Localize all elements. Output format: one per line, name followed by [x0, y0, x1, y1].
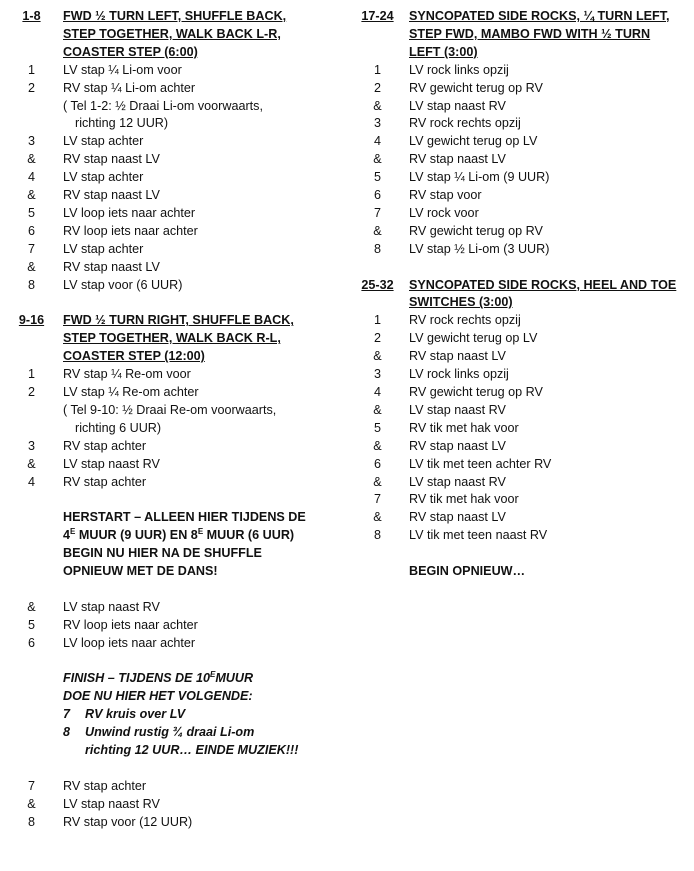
- step-text: RV tik met hak voor: [409, 420, 519, 435]
- step-row: [0, 80, 340, 98]
- step-row: [0, 223, 340, 241]
- step-count: &: [27, 259, 36, 274]
- step-list: [0, 62, 340, 98]
- section-1-8: [0, 8, 340, 295]
- step-row: [346, 62, 686, 80]
- step-text: LV tik met teen naast RV: [409, 528, 548, 543]
- step-count: 5: [27, 617, 35, 632]
- step-row: [346, 98, 686, 116]
- step-text: RV stap naast LV: [409, 349, 506, 364]
- restart-note: HERSTART – ALLEEN HIER TIJDENS DE $4^E$ MUUR (9 UUR) EN $8^E$ MUUR (6 UUR) BEGIN NU HIER NA DE SHUFFLE OPNIEUW MET DE DANS!: [63, 510, 306, 579]
- section-title-line: COASTER STEP (12:00): [63, 349, 205, 364]
- step-row: [346, 509, 686, 527]
- left-column: [0, 8, 340, 832]
- step-count: 4: [373, 385, 381, 400]
- step-count: &: [373, 349, 382, 364]
- step-count: &: [27, 796, 36, 811]
- step-text: RV stap naast LV: [63, 259, 160, 274]
- step-count: 5: [373, 170, 381, 185]
- step-row: [346, 527, 686, 545]
- step-row: [0, 456, 340, 474]
- step-text: RV stap achter: [63, 778, 147, 793]
- step-text: LV stap naast RV: [409, 402, 506, 417]
- step-count: 8: [373, 528, 381, 543]
- step-row: [0, 241, 340, 259]
- step-count: 5: [27, 205, 35, 220]
- step-text: LV stap voor (6 UUR): [63, 277, 183, 292]
- section-17-24: [346, 8, 686, 259]
- step-count: 2: [373, 80, 381, 95]
- step-count: 3: [27, 134, 35, 149]
- step-count: 3: [373, 367, 381, 382]
- step-count: &: [27, 599, 36, 614]
- step-text: RV gewicht terug op RV: [409, 385, 543, 400]
- step-text: RV loop iets naar achter: [63, 223, 198, 238]
- step-count: 1: [27, 367, 35, 382]
- section-title-line: SWITCHES (3:00): [409, 295, 513, 310]
- step-count: 2: [27, 80, 35, 95]
- section-count: 25-32: [361, 277, 394, 292]
- step-text: LV stap naast RV: [63, 456, 160, 471]
- note-line: ( Tel 1-2: ½ Draai Li-om voorwaarts,: [63, 98, 263, 113]
- step-row: [0, 814, 340, 832]
- note-line: ( Tel 9-10: ½ Draai Re-om voorwaarts,: [63, 402, 277, 417]
- step-text: LV loop iets naar achter: [63, 205, 196, 220]
- step-text: RV stap naast LV: [63, 188, 160, 203]
- step-text: RV rock rechts opzij: [409, 116, 521, 131]
- step-text: RV stap naast LV: [409, 438, 506, 453]
- step-row: [346, 384, 686, 402]
- step-count: 1: [373, 313, 381, 328]
- step-text: LV stap naast RV: [409, 474, 506, 489]
- step-count: 6: [373, 456, 381, 471]
- section-title-line: SYNCOPATED SIDE ROCKS, ¼ TURN LEFT,: [409, 9, 670, 23]
- step-text: RV rock rechts opzij: [409, 313, 521, 328]
- step-text: RV loop iets naar achter: [63, 617, 198, 632]
- step-text: RV stap voor: [409, 188, 482, 203]
- step-count: &: [27, 456, 36, 471]
- step-count: 4: [27, 170, 35, 185]
- section-9-16: [0, 312, 340, 491]
- step-text: LV gewicht terug op LV: [409, 331, 538, 346]
- step-row: [0, 617, 340, 635]
- step-text: LV stap naast RV: [409, 98, 506, 113]
- step-text: LV stap ½ Li-om (3 UUR): [409, 241, 550, 256]
- step-row: [0, 277, 340, 295]
- step-list: [346, 312, 686, 545]
- step-count: 3: [27, 438, 35, 453]
- right-column: [346, 8, 686, 581]
- step-row: [0, 635, 340, 653]
- step-count: 3: [373, 116, 381, 131]
- step-row: [346, 456, 686, 474]
- section-count: 17-24: [361, 9, 394, 23]
- step-row: [346, 151, 686, 169]
- step-row: [346, 491, 686, 509]
- step-text: RV stap naast LV: [409, 152, 506, 167]
- step-row: [346, 115, 686, 133]
- step-list: [346, 62, 686, 259]
- section-title-line: SYNCOPATED SIDE ROCKS, HEEL AND TOE: [409, 277, 677, 292]
- step-count: 6: [27, 635, 35, 650]
- step-count: &: [373, 223, 382, 238]
- begin-again-note: BEGIN OPNIEUW…: [409, 564, 526, 579]
- section-title-line: STEP TOGETHER, WALK BACK R-L,: [63, 331, 281, 346]
- section-header: [0, 312, 340, 330]
- step-text: RV stap ¼ Re-om voor: [63, 367, 191, 382]
- step-text: LV rock voor: [409, 205, 479, 220]
- step-text: RV stap naast LV: [409, 510, 506, 525]
- step-row: [0, 474, 340, 492]
- step-row: [0, 384, 340, 402]
- step-count: 8: [27, 277, 35, 292]
- step-list: [0, 599, 340, 653]
- step-row: [346, 420, 686, 438]
- step-count: 7: [27, 241, 35, 256]
- step-text: RV stap achter: [63, 438, 147, 453]
- section-count: 9-16: [18, 313, 45, 328]
- step-row: [346, 223, 686, 241]
- step-row: [0, 599, 340, 617]
- step-text: RV stap voor (12 UUR): [63, 814, 193, 829]
- step-row: [346, 474, 686, 492]
- step-text: LV rock links opzij: [409, 62, 509, 77]
- step-row: [0, 187, 340, 205]
- step-count: &: [373, 438, 382, 453]
- step-row: [346, 348, 686, 366]
- step-row: [346, 366, 686, 384]
- step-count: &: [27, 152, 36, 167]
- step-text: LV stap achter: [63, 170, 144, 185]
- step-count: 2: [373, 331, 381, 346]
- step-text: RV stap achter: [63, 474, 147, 489]
- step-row: [0, 205, 340, 223]
- section-title-line: STEP TOGETHER, WALK BACK L-R,: [63, 26, 281, 41]
- step-text: LV stap ¼ Li-om (9 UUR): [409, 170, 550, 185]
- step-count: 8: [27, 814, 35, 829]
- step-text: LV loop iets naar achter: [63, 635, 196, 650]
- step-text: RV gewicht terug op RV: [409, 223, 543, 238]
- step-row: [346, 187, 686, 205]
- step-count: &: [373, 510, 382, 525]
- step-row: [346, 402, 686, 420]
- step-row: [346, 312, 686, 330]
- step-count: 4: [373, 134, 381, 149]
- section-count: 1-8: [22, 9, 41, 23]
- step-text: LV stap ¼ Li-om voor: [63, 62, 182, 77]
- step-row: [0, 151, 340, 169]
- note-line: richting 12 UUR): [75, 116, 169, 131]
- step-count: 7: [373, 205, 381, 220]
- step-count: 8: [373, 241, 381, 256]
- section-title-line: COASTER STEP (6:00): [63, 44, 198, 59]
- finish-note: FINISH – TIJDENS DE $10^EMUUR$ DOE NU HIER HET VOLGENDE: 7 RV kruis over LV 8 Unwind rustig ¾ draai Li-om richting 12 UUR… EINDE MUZIEK!!!: [63, 670, 299, 758]
- step-count: 6: [27, 223, 35, 238]
- step-count: 5: [373, 420, 381, 435]
- step-row: [346, 80, 686, 98]
- step-list: [0, 438, 340, 492]
- step-row: [346, 330, 686, 348]
- section-title-line: LEFT (3:00): [409, 44, 478, 59]
- section-title-line: FWD ½ TURN RIGHT, SHUFFLE BACK,: [63, 313, 294, 328]
- section-title-line: STEP FWD, MAMBO FWD WITH ½ TURN: [409, 26, 651, 41]
- step-count: 1: [373, 62, 381, 77]
- section-title-line: FWD ½ TURN LEFT, SHUFFLE BACK,: [63, 9, 287, 23]
- step-text: LV gewicht terug op LV: [409, 134, 538, 149]
- step-list: [0, 133, 340, 294]
- step-count: &: [373, 402, 382, 417]
- step-row: [0, 133, 340, 151]
- step-text: RV stap ¼ Li-om achter: [63, 80, 196, 95]
- step-count: 1: [27, 62, 35, 77]
- note-line: richting 6 UUR): [75, 420, 162, 435]
- step-text: RV stap naast LV: [63, 152, 160, 167]
- section-25-32: [346, 277, 686, 546]
- step-row: [0, 366, 340, 384]
- step-text: LV stap achter: [63, 241, 144, 256]
- section-header: [0, 8, 340, 26]
- step-count: 2: [27, 385, 35, 400]
- step-count: 4: [27, 474, 35, 489]
- step-text: LV stap achter: [63, 134, 144, 149]
- step-row: [0, 438, 340, 456]
- step-row: [346, 133, 686, 151]
- step-count: &: [27, 188, 36, 203]
- step-row: [0, 796, 340, 814]
- step-row: [0, 778, 340, 796]
- step-row: [346, 241, 686, 259]
- step-list: [0, 366, 340, 402]
- step-row: [346, 169, 686, 187]
- step-text: LV tik met teen achter RV: [409, 456, 552, 471]
- step-text: LV stap naast RV: [63, 796, 160, 811]
- step-count: &: [373, 152, 382, 167]
- step-text: RV gewicht terug op RV: [409, 80, 543, 95]
- step-count: 6: [373, 188, 381, 203]
- step-row: [0, 62, 340, 80]
- step-list: [0, 778, 340, 832]
- step-row: [346, 438, 686, 456]
- step-count: 7: [373, 492, 381, 507]
- step-text: RV tik met hak voor: [409, 492, 519, 507]
- step-row: [0, 259, 340, 277]
- step-text: LV stap naast RV: [63, 599, 160, 614]
- step-row: [0, 169, 340, 187]
- step-text: LV stap ¼ Re-om achter: [63, 385, 199, 400]
- step-count: &: [373, 474, 382, 489]
- section-header: [346, 8, 686, 26]
- step-text: LV rock links opzij: [409, 367, 509, 382]
- section-header: [346, 277, 686, 295]
- step-row: [346, 205, 686, 223]
- step-count: &: [373, 98, 382, 113]
- step-count: 7: [27, 778, 35, 793]
